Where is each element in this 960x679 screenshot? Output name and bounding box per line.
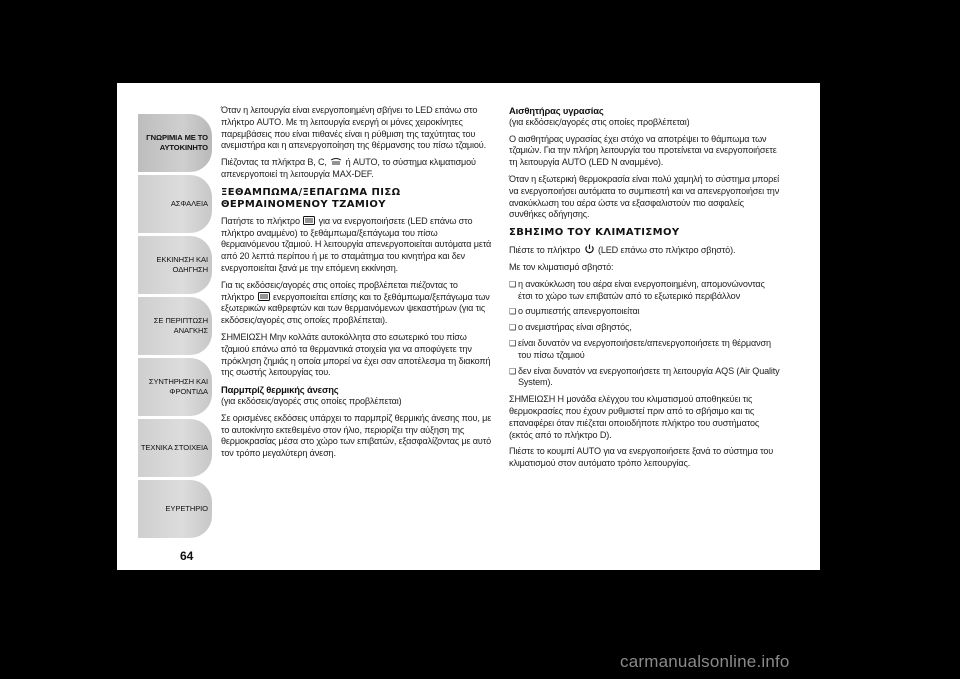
- tab-label: ΑΣΦΑΛΕΙΑ: [170, 199, 208, 208]
- paragraph: [221, 280, 493, 327]
- rear-window-heater-icon: [258, 292, 270, 301]
- subheading-title: Παρμπρίζ θερμικής άνεσης: [221, 384, 339, 396]
- text-column-left: [221, 105, 493, 465]
- paragraph: Πιέστε το κουμπί AUTO για να ενεργοποιήσετε ξανά το σύστημα του κλιματισμού στον αυτόματο τρόπο λειτουργίας.: [509, 446, 774, 469]
- note: ΣΗΜΕΙΩΣΗ Η μονάδα ελέγχου του κλιματισμού αποθηκεύει τις θερμοκρασίες που έχουν ρυθμιστεί πριν από το σβήσιμο και τις επαναφέρει όταν πιέζεται οποιοδήποτε πλήκτρο του συστήματος (εκτός από το πλήκτρο D).: [509, 394, 760, 440]
- availability-note: (για εκδόσεις/αγορές στις οποίες προβλέπεται): [221, 395, 402, 406]
- text: Πιέστε το πλήκτρο: [509, 245, 581, 256]
- text: Για τις εκδόσεις/αγορές στις οποίες προβλέπεται πιέζοντας το πλήκτρο: [221, 279, 458, 302]
- power-off-icon: [584, 244, 595, 254]
- list-item: ❑ ο συμπιεστής απενεργοποιείται: [509, 306, 781, 318]
- rear-defrost-icon: [330, 157, 342, 166]
- tab-label: ΕΥΡΕΤΗΡΙΟ: [165, 504, 208, 513]
- tab-emergency[interactable]: [138, 297, 212, 355]
- text: ενεργοποιείται επίσης και το ξεθάμπωμα/ξεπάγωμα των εξωτερικών καθρεφτών και των θερμαινόμενων ψεκαστήρων (για τις εκδόσεις/αγορές στις οποίες προβλέπεται).: [221, 291, 490, 326]
- tab-label: ΓΝΩΡΙΜΙΑ ΜΕ ΤΟ ΑΥΤΟΚΙΝΗΤΟ: [146, 133, 208, 152]
- paragraph: [221, 396, 493, 408]
- tab-label: ΣΥΝΤΗΡΗΣΗ ΚΑΙ ΦΡΟΝΤΙΔΑ: [148, 377, 208, 396]
- paragraph: [221, 157, 493, 181]
- paragraph: Με τον κλιματισμό σβηστό:: [509, 261, 614, 272]
- tab-label: ΣΕ ΠΕΡΙΠΤΩΣΗ ΑΝΑΓΚΗΣ: [153, 316, 208, 335]
- tab-index[interactable]: [138, 480, 212, 538]
- list-item: ❑ είναι δυνατόν να ενεργοποιήσετε/απενεργοποιήσετε τη θέρμανση του πίσω τζαμιού: [509, 338, 781, 362]
- tab-safety[interactable]: [138, 175, 212, 233]
- page-number: 64: [180, 549, 194, 563]
- section-tabs: [138, 114, 212, 538]
- tab-label: ΕΚΚΙΝΗΣΗ ΚΑΙ ΟΔΗΓΗΣΗ: [156, 255, 208, 274]
- paragraph: Ο αισθητήρας υγρασίας έχει στόχο να αποτρέψει το θάμπωμα των τζαμιών. Για την πλήρη λειτουργία του προτείνεται να ενεργοποιήσετε τη λειτουργία AUTO (LED N αναμμένο).: [509, 133, 777, 168]
- subheading: Αισθητήρας υγρασίας: [509, 105, 604, 116]
- tab-maintenance[interactable]: [138, 358, 212, 416]
- text: Πιέζοντας τα πλήκτρα B, C,: [221, 157, 327, 168]
- paragraph: Όταν η εξωτερική θερμοκρασία είναι πολύ χαμηλή το σύστημα μπορεί να ενεργοποιήσει αυτόματα το συμπιεστή και να απενεργοποιήσει την ανακύκλωση του αέρα ώστε να εξασφαλιστούν πιο ασφαλείς συνθήκες οδήγησης.: [509, 173, 780, 220]
- list-item: ❑ η ανακύκλωση του αέρα είναι ενεργοποιημένη, απομονώνοντας έτσι το χώρο των επιβατών από το εξωτερικό περιβάλλον: [509, 279, 781, 303]
- text: Πατήστε το πλήκτρο: [221, 215, 300, 226]
- paragraph: Σε ορισμένες εκδόσεις υπάρχει το παρμπρίζ θερμικής άνεσης που, με το αυτοκίνητο εκτεθειμένο στον ήλιο, περιορίζει την αύξηση της θερμοκρασίας μέσα στο χώρο των επιβατών, εξασφαλίζοντας με αυτό τον τρόπο μεγαλύτερη άνεση.: [221, 412, 492, 459]
- note: ΣΗΜΕΙΩΣΗ Μην κολλάτε αυτοκόλλητα στο εσωτερικό του πίσω τζαμιού επάνω από τα θερμαντικά στοιχεία για να αποφύγετε την πρόκληση ζημιάς η οποία μπορεί να έχει σαν αποτέλεσμα τη διακοπή της σωστής λειτουργίας του.: [221, 331, 491, 378]
- section-heading: ΣΒΗΣΙΜΟ ΤΟΥ ΚΛΙΜΑΤΙΣΜΟΥ: [509, 227, 680, 239]
- text: (LED επάνω στο πλήκτρο σβηστό).: [597, 245, 736, 256]
- text: ή AUTO, το σύστημα κλιματισμού απενεργοποιεί τη λειτουργία MAX-DEF.: [221, 157, 476, 179]
- tab-technical-data[interactable]: [138, 419, 212, 477]
- tab-getting-to-know[interactable]: [138, 114, 212, 172]
- list-item: ❑ δεν είναι δυνατόν να ενεργοποιήσετε τη λειτουργία AQS (Air Quality System).: [509, 366, 781, 390]
- manual-page: [117, 83, 820, 570]
- list-item: ❑ ο ανεμιστήρας είναι σβηστός,: [509, 322, 781, 334]
- paragraph: [221, 216, 493, 275]
- paragraph: Όταν η λειτουργία είναι ενεργοποιημένη σβήνει το LED επάνω στο πλήκτρο AUTO. Με τη λειτουργία ενεργή οι μόνες χειροκίνητες παρεμβάσεις που είναι πιθανές είναι η ρύθμιση της ταχύτητας του ανεμιστήρα και η απενεργοποίηση της θέρμανσης του πίσω τζαμιού.: [221, 105, 486, 151]
- section-heading: ΞΕΘΑΜΠΩΜΑ/ΞΕΠΑΓΩΜΑ ΠΙΣΩ ΘΕΡΜΑΙΝΟΜΕΝΟΥ ΤΖΑΜΙΟΥ: [221, 186, 401, 210]
- tab-starting-driving[interactable]: [138, 236, 212, 294]
- availability-note: (για εκδόσεις/αγορές στις οποίες προβλέπεται): [509, 116, 690, 127]
- text-column-right: [509, 105, 781, 475]
- rear-window-heater-icon: [303, 216, 315, 225]
- paragraph: [509, 244, 781, 257]
- subheading: [221, 384, 493, 396]
- watermark: carmanualsonline.info: [620, 652, 790, 671]
- text: για να ενεργοποιήσετε (LED επάνω στο πλήκτρο αναμμένο) το ξεθάμπωμα/ξεπάγωμα του πίσω θερμαινόμενου τζαμιού. Η λειτουργία απενεργοποιείται αυτόματα μετά από 20 λεπτά περίπου ή με το σταμάτημα του κινητήρα και δεν ενεργοποιείται ξανά με την επόμενη εκκίνηση.: [221, 215, 492, 273]
- bullet-list: [509, 279, 781, 389]
- tab-label: ΤΕΧΝΙΚΑ ΣΤΟΙΧΕΙΑ: [140, 443, 208, 452]
